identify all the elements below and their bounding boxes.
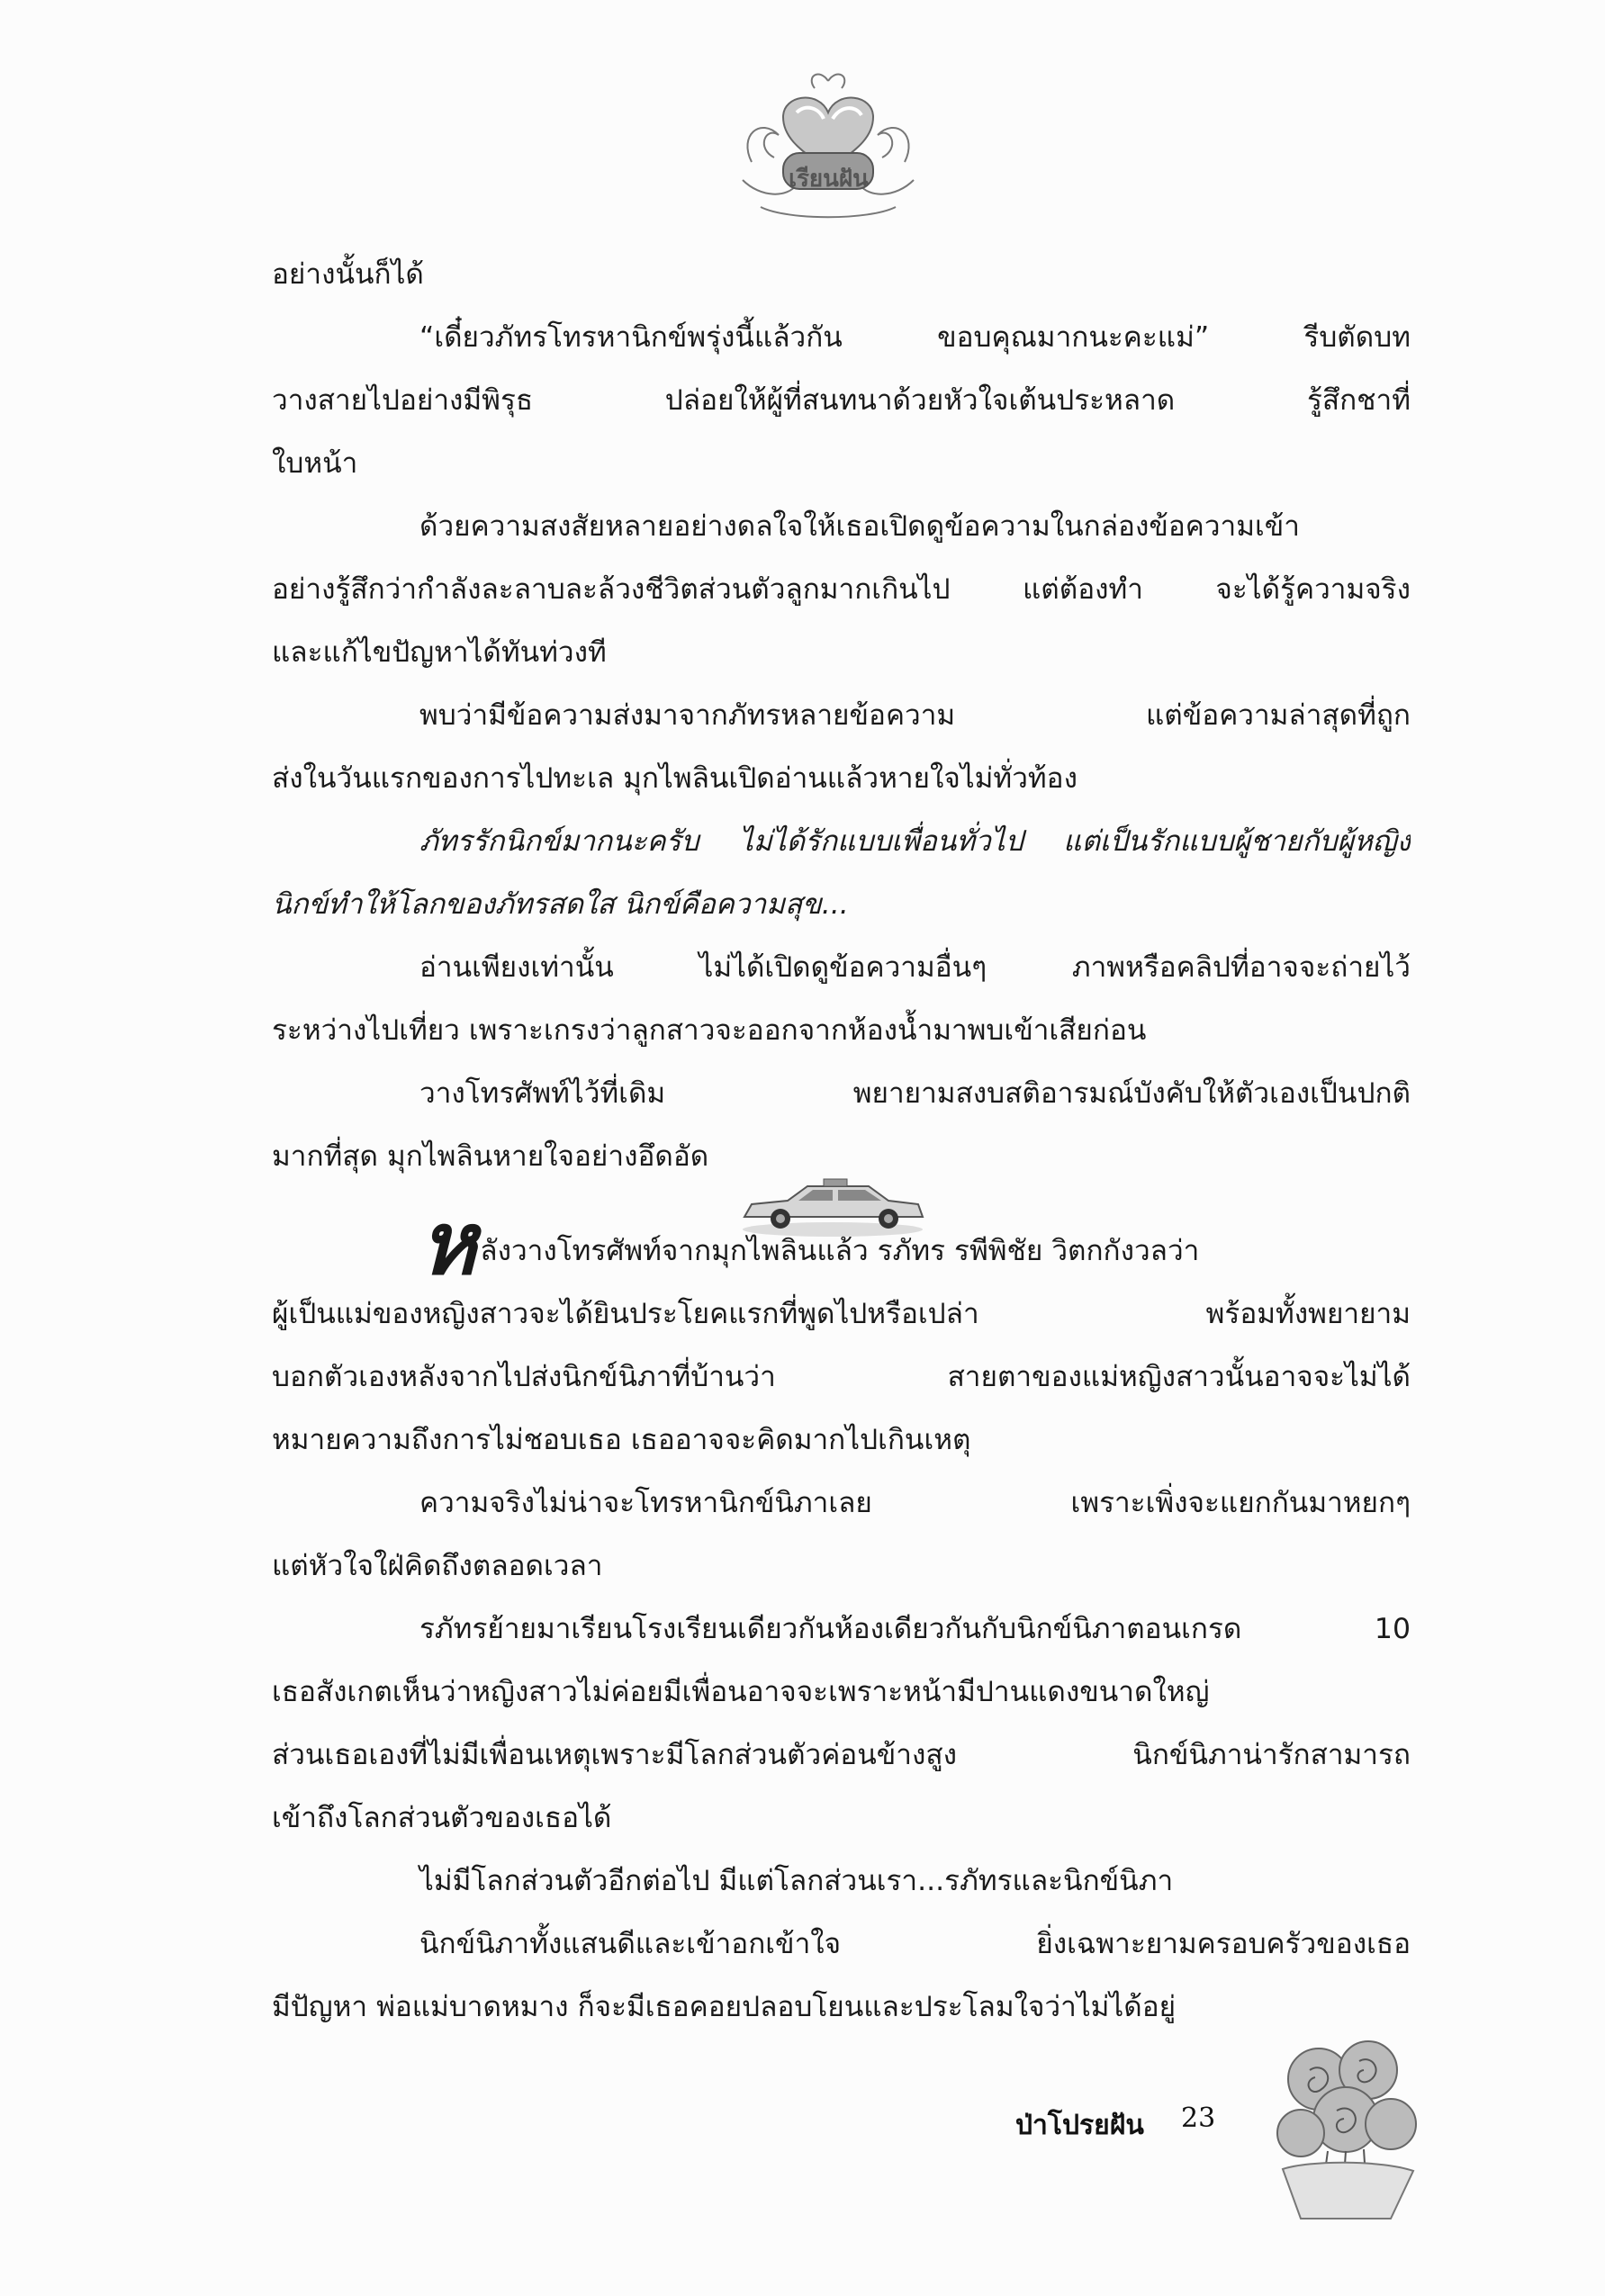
- text-line: ภัทรรักนิกข์มากนะครับ ไม่ได้รักแบบเพื่อนทั่วไป แต่เป็นรักแบบผู้ชายกับผู้หญิง: [419, 825, 1411, 858]
- text-line: “เดี๋ยวภัทรโทรหานิกข์พรุ่งนี้แล้วกัน ขอบคุณมากนะคะแม่” รีบตัดบท: [419, 321, 1411, 354]
- footer-book-title: ป่าโปรยฝัน: [1015, 2110, 1144, 2141]
- emblem-label: เรียนฝัน: [789, 166, 869, 193]
- text-line: ผู้เป็นแม่ของหญิงสาวจะได้ยินประโยคแรกที่พูดไปหรือเปล่า พร้อมทั้งพยายาม: [272, 1298, 1411, 1330]
- text-line: และแก้ไขปัญหาได้ทันท่วงที: [272, 636, 607, 669]
- text-line: ใบหน้า: [272, 447, 358, 480]
- text-line-content: ลังวางโทรศัพท์จากมุกไพลินแล้ว รภัทร รพีพิชัย วิตกกังวลว่า: [480, 1235, 1200, 1267]
- text-line: ส่งในวันแรกของการไปทะเล มุกไพลินเปิดอ่านแล้วหายใจไม่ทั่วท้อง: [272, 762, 1078, 795]
- text-line: นิกข์นิภาทั้งแสนดีและเข้าอกเข้าใจ ยิ่งเฉพาะยามครอบครัวของเธอ: [419, 1928, 1411, 1960]
- text-line: อย่างนั้นก็ได้: [272, 258, 424, 291]
- text-line: ความจริงไม่น่าจะโทรหานิกข์นิภาเลย เพราะเพิ่งจะแยกกันมาหยกๆ: [419, 1487, 1411, 1519]
- text-line: หมายความถึงการไม่ชอบเธอ เธออาจจะคิดมากไปเกินเหตุ: [272, 1424, 971, 1456]
- text-line: อย่างรู้สึกว่ากำลังละลาบละล้วงชีวิตส่วนตัวลูกมากเกินไป แต่ต้องทำ จะได้รู้ความจริง: [272, 573, 1411, 606]
- text-line: ระหว่างไปเที่ยว เพราะเกรงว่าลูกสาวจะออกจากห้องน้ำมาพบเข้าเสียก่อน: [272, 1014, 1147, 1047]
- text-line: วางโทรศัพท์ไว้ที่เดิม พยายามสงบสติอารมณ์บังคับให้ตัวเองเป็นปกติ: [419, 1077, 1411, 1110]
- text-line: อ่านเพียงเท่านั้น ไม่ได้เปิดดูข้อความอื่นๆ ภาพหรือคลิปที่อาจจะถ่ายไว้: [419, 951, 1411, 984]
- text-line: นิกข์ทำให้โลกของภัทรสดใส นิกข์คือความสุข...: [272, 888, 849, 921]
- section1-text: [272, 243, 1411, 1188]
- text-line: บอกตัวเองหลังจากไปส่งนิกข์นิภาที่บ้านว่า สายตาของแม่หญิงสาวนั้นอาจจะไม่ได้: [272, 1361, 1411, 1393]
- winged-heart-emblem-icon: [734, 63, 923, 234]
- section2-text: [272, 1220, 1411, 2039]
- text-line: [272, 1220, 1411, 1283]
- text-line: แต่หัวใจใฝ่คิดถึงตลอดเวลา: [272, 1550, 603, 1582]
- text-line: เธอสังเกตเห็นว่าหญิงสาวไม่ค่อยมีเพื่อนอาจจะเพราะหน้ามีปานแดงขนาดใหญ่: [272, 1676, 1210, 1708]
- text-line: ไม่มีโลกส่วนตัวอีกต่อไป มีแต่โลกส่วนเรา...รภัทรและนิกข์นิภา: [419, 1865, 1174, 1897]
- text-line: พบว่ามีข้อความส่งมาจากภัทรหลายข้อความ แต่ข้อความล่าสุดที่ถูก: [419, 699, 1411, 732]
- text-line: ด้วยความสงสัยหลายอย่างดลใจให้เธอเปิดดูข้อความในกล่องข้อความเข้า: [419, 510, 1300, 543]
- text-line: วางสายไปอย่างมีพิรุธ ปล่อยให้ผู้ที่สนทนาด้วยหัวใจเต้นประหลาด รู้สึกชาที่: [272, 384, 1411, 417]
- text-line: มีปัญหา พ่อแม่บาดหมาง ก็จะมีเธอคอยปลอบโยนและประโลมใจว่าไม่ได้อยู่: [272, 1991, 1177, 2023]
- text-line: มากที่สุด มุกไพลินหายใจอย่างอึดอัด: [272, 1140, 709, 1173]
- rose-bouquet-icon: [1256, 2016, 1436, 2223]
- text-line: เข้าถึงโลกส่วนตัวของเธอได้: [272, 1802, 612, 1834]
- drop-cap: ห: [419, 1220, 477, 1283]
- page-number: 23: [1181, 2102, 1216, 2134]
- text-line: รภัทรย้ายมาเรียนโรงเรียนเดียวกันห้องเดียวกันกับนิกข์นิภาตอนเกรด 10: [419, 1613, 1411, 1645]
- text-line: ส่วนเธอเองที่ไม่มีเพื่อนเหตุเพราะมีโลกส่วนตัวค่อนข้างสูง นิกข์นิภาน่ารักสามารถ: [272, 1739, 1411, 1771]
